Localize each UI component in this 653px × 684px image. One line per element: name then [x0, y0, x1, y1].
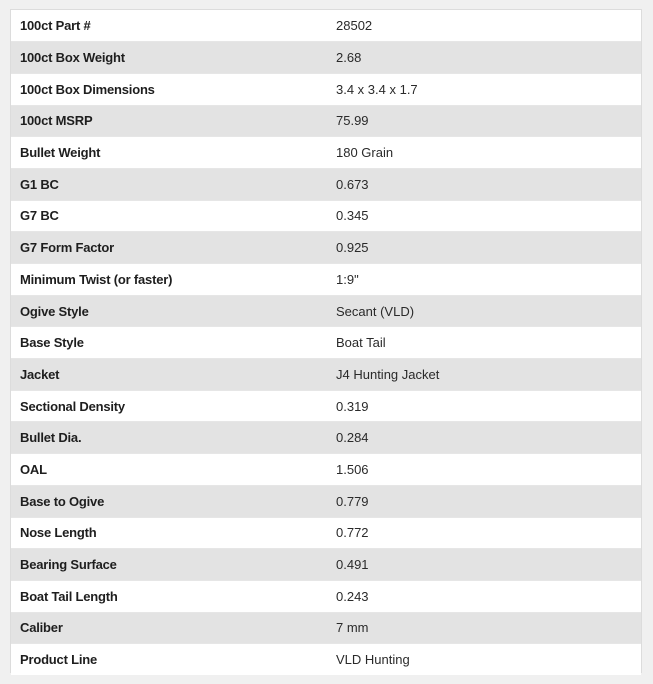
spec-value: 28502 [336, 18, 373, 34]
spec-row [11, 485, 641, 517]
spec-label: Product Line [11, 644, 326, 676]
spec-label: Minimum Twist (or faster) [11, 264, 326, 296]
spec-row [11, 232, 641, 264]
spec-value: 0.243 [326, 580, 641, 612]
spec-value: 0.673 [326, 168, 641, 200]
spec-row [11, 612, 641, 644]
spec-row [11, 42, 641, 74]
spec-row [11, 168, 641, 200]
spec-row [11, 200, 641, 232]
spec-value: J4 Hunting Jacket [326, 359, 641, 391]
spec-label: G7 Form Factor [11, 232, 326, 264]
spec-label: Jacket [11, 359, 326, 391]
spec-row [11, 137, 641, 169]
spec-value: 1:9" [326, 264, 641, 296]
spec-value: 180 Grain [326, 137, 641, 169]
spec-table-body [11, 10, 641, 675]
spec-value: 0.345 [326, 200, 641, 232]
spec-row [11, 264, 641, 296]
spec-row [11, 105, 641, 137]
spec-value: VLD Hunting [326, 644, 641, 676]
spec-label: 100ct Box Weight [11, 42, 326, 74]
spec-value: 0.925 [326, 232, 641, 264]
spec-label: Bullet Weight [11, 137, 326, 169]
spec-label: G7 BC [11, 200, 326, 232]
spec-value: Boat Tail [326, 327, 641, 359]
spec-row [11, 327, 641, 359]
spec-label: Bullet Dia. [11, 422, 326, 454]
spec-table-container [10, 9, 642, 673]
spec-value: 75.99 [326, 105, 641, 137]
spec-label: OAL [11, 454, 326, 486]
spec-label: Base to Ogive [11, 485, 326, 517]
spec-value: 0.284 [326, 422, 641, 454]
spec-value: 0.319 [326, 390, 641, 422]
spec-row [11, 517, 641, 549]
spec-table [11, 10, 641, 675]
spec-row [11, 454, 641, 486]
spec-value: 1.506 [326, 454, 641, 486]
spec-label: Boat Tail Length [11, 580, 326, 612]
spec-label: 100ct Box Dimensions [11, 73, 326, 105]
spec-value: 0.772 [326, 517, 641, 549]
spec-value: Secant (VLD) [326, 295, 641, 327]
spec-label: Sectional Density [11, 390, 326, 422]
spec-row [11, 580, 641, 612]
spec-value: 3.4 x 3.4 x 1.7 [326, 73, 641, 105]
spec-label: G1 BC [11, 168, 326, 200]
spec-row [11, 644, 641, 676]
spec-label: Ogive Style [11, 295, 326, 327]
spec-row [11, 549, 641, 581]
spec-row [11, 359, 641, 391]
spec-label: Caliber [11, 612, 326, 644]
spec-value: 0.491 [326, 549, 641, 581]
spec-row [11, 10, 641, 42]
spec-row [11, 73, 641, 105]
spec-row [11, 390, 641, 422]
spec-value: 0.779 [326, 485, 641, 517]
spec-label: Nose Length [11, 517, 326, 549]
spec-value: 7 mm [326, 612, 641, 644]
spec-label: Bearing Surface [11, 549, 326, 581]
spec-label: Base Style [11, 327, 326, 359]
spec-label: 100ct MSRP [11, 105, 326, 137]
spec-value: 2.68 [326, 42, 641, 74]
spec-label: 100ct Part # [20, 18, 91, 34]
spec-row [11, 295, 641, 327]
spec-row [11, 422, 641, 454]
